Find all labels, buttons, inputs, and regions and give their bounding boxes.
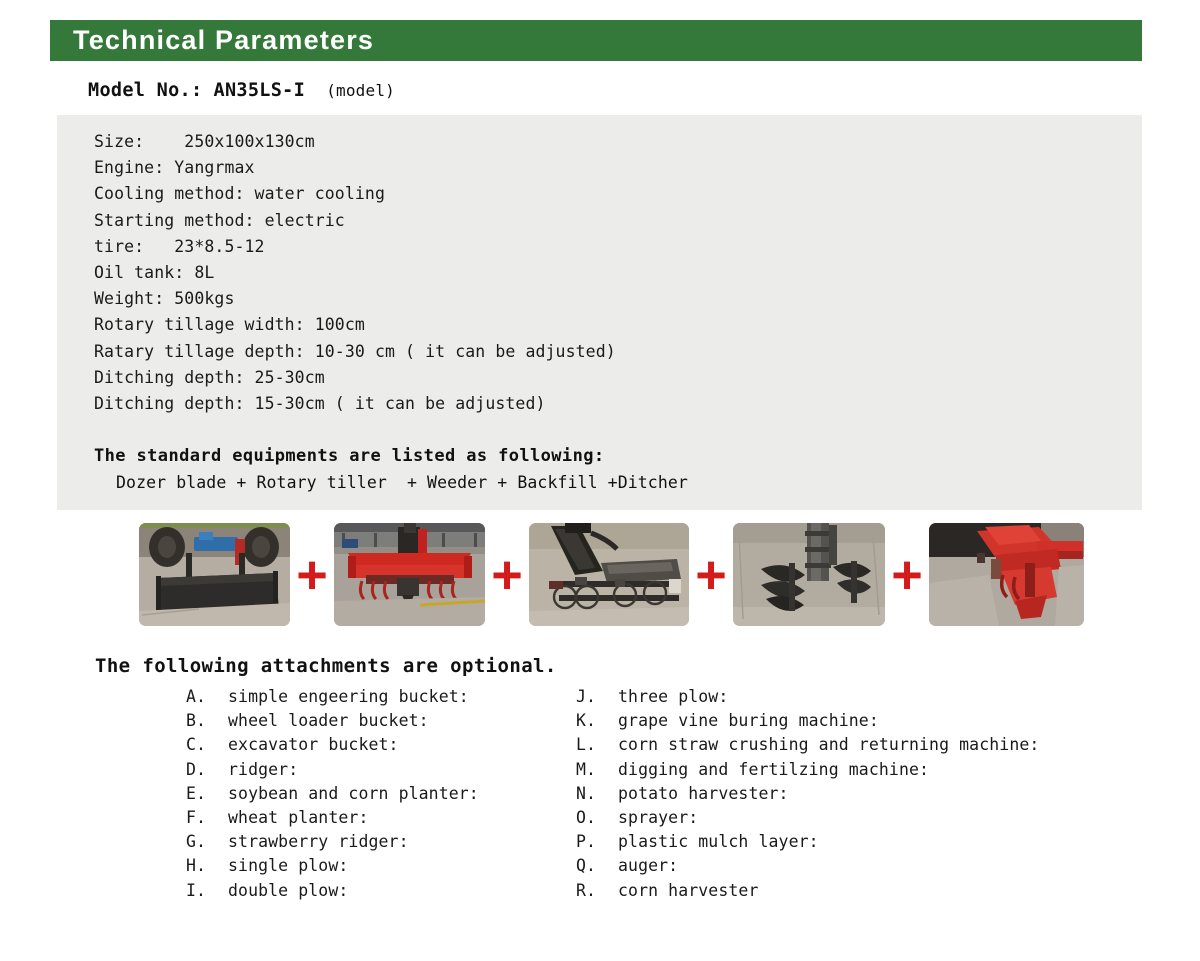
optional-attachments-right-column bbox=[576, 685, 1076, 903]
item-key: N. bbox=[576, 783, 597, 803]
list-item bbox=[186, 733, 576, 757]
model-number-line bbox=[88, 80, 395, 102]
list-item bbox=[186, 854, 576, 878]
weeder-photo bbox=[529, 523, 689, 626]
spec-row: Weight: 500kgs bbox=[94, 289, 235, 309]
item-label: three plow: bbox=[618, 687, 729, 706]
ditcher-photo bbox=[929, 523, 1084, 626]
spec-row: Starting method: electric bbox=[94, 210, 345, 230]
item-label: corn harvester bbox=[618, 880, 759, 900]
item-label: soybean and corn planter: bbox=[228, 783, 479, 803]
specifications-list bbox=[94, 129, 1142, 417]
item-label: single plow: bbox=[228, 856, 349, 876]
item-key: B. bbox=[186, 711, 207, 731]
item-key: D. bbox=[186, 759, 207, 779]
item-label: potato harvester: bbox=[618, 783, 789, 803]
list-item bbox=[576, 758, 1076, 782]
spec-row: Engine: Yangrmax bbox=[94, 158, 255, 178]
item-key: I. bbox=[186, 880, 207, 900]
list-item bbox=[186, 879, 576, 903]
technical-parameters-header bbox=[50, 20, 1142, 61]
plus-separator-3: + bbox=[695, 544, 727, 605]
list-item bbox=[186, 806, 576, 830]
item-label: excavator bucket: bbox=[228, 735, 399, 755]
attachment-list-right bbox=[576, 685, 1076, 903]
attachment-list-left bbox=[186, 685, 576, 903]
item-key: F. bbox=[186, 808, 207, 828]
list-item bbox=[576, 854, 1076, 878]
spec-row: Oil tank: 8L bbox=[94, 263, 215, 283]
list-item bbox=[576, 806, 1076, 830]
item-label: corn straw crushing and returning machine: bbox=[618, 735, 1040, 755]
dozer-blade-photo bbox=[139, 523, 290, 626]
list-item bbox=[186, 830, 576, 854]
item-label: grape vine buring machine: bbox=[618, 711, 879, 731]
item-key: K. bbox=[576, 711, 597, 731]
spec-row: Ratary tillage depth: 10-30 cm ( it can be adjusted) bbox=[94, 341, 616, 361]
plus-separator-1: + bbox=[296, 544, 328, 605]
item-label: strawberry ridger: bbox=[228, 832, 409, 852]
item-label: plastic mulch layer: bbox=[618, 832, 819, 852]
item-label: wheat planter: bbox=[228, 808, 369, 828]
list-item bbox=[186, 709, 576, 733]
standard-equipment-items: Dozer blade + Rotary tiller + Weeder + Backfill +Ditcher bbox=[116, 473, 688, 493]
list-item bbox=[576, 709, 1076, 733]
list-item bbox=[186, 685, 576, 709]
page-title: Technical Parameters bbox=[73, 25, 375, 55]
spec-row: tire: 23*8.5-12 bbox=[94, 236, 265, 256]
item-key: C. bbox=[186, 735, 207, 755]
item-label: ridger: bbox=[228, 759, 299, 779]
item-label: double plow: bbox=[228, 880, 349, 900]
item-key: L. bbox=[576, 735, 597, 755]
item-label: sprayer: bbox=[618, 808, 699, 828]
list-item bbox=[576, 685, 1076, 709]
list-item bbox=[186, 782, 576, 806]
item-label: digging and fertilzing machine: bbox=[618, 759, 930, 779]
item-key: A. bbox=[186, 687, 207, 706]
spec-row: Cooling method: water cooling bbox=[94, 184, 385, 204]
item-key: J. bbox=[576, 687, 597, 706]
auger-ditcher-photo bbox=[733, 523, 885, 626]
item-key: O. bbox=[576, 808, 597, 828]
list-item bbox=[576, 782, 1076, 806]
plus-separator-2: + bbox=[491, 544, 523, 605]
standard-equipment-heading: The standard equipments are listed as following: bbox=[94, 446, 605, 467]
item-label: wheel loader bucket: bbox=[228, 711, 429, 731]
attachment-photo-strip bbox=[139, 522, 1069, 627]
item-label: auger: bbox=[618, 856, 679, 876]
list-item bbox=[576, 830, 1076, 854]
item-key: M. bbox=[576, 759, 597, 779]
item-key: G. bbox=[186, 832, 207, 852]
model-value: AN35LS-I bbox=[213, 80, 306, 101]
item-key: P. bbox=[576, 832, 597, 852]
spec-row: Rotary tillage width: 100cm bbox=[94, 315, 365, 335]
spec-row: Size: 250x100x130cm bbox=[94, 132, 315, 151]
optional-attachments-heading: The following attachments are optional. bbox=[95, 655, 557, 677]
item-label: simple engeering bucket: bbox=[228, 687, 469, 706]
optional-attachments-left-column bbox=[186, 685, 576, 903]
optional-attachments-columns bbox=[186, 685, 1086, 903]
item-key: H. bbox=[186, 856, 207, 876]
model-note: (model) bbox=[326, 81, 396, 100]
spec-row: Ditching depth: 25-30cm bbox=[94, 367, 325, 387]
spec-row: Ditching depth: 15-30cm ( it can be adjusted) bbox=[94, 394, 546, 414]
item-key: R. bbox=[576, 880, 597, 900]
model-label: Model No.: bbox=[88, 80, 203, 101]
list-item bbox=[186, 758, 576, 782]
specifications-panel bbox=[57, 115, 1142, 510]
list-item bbox=[576, 733, 1076, 757]
item-key: Q. bbox=[576, 856, 597, 876]
list-item bbox=[576, 879, 1076, 903]
plus-separator-4: + bbox=[891, 544, 923, 605]
item-key: E. bbox=[186, 783, 207, 803]
rotary-tiller-photo bbox=[334, 523, 485, 626]
